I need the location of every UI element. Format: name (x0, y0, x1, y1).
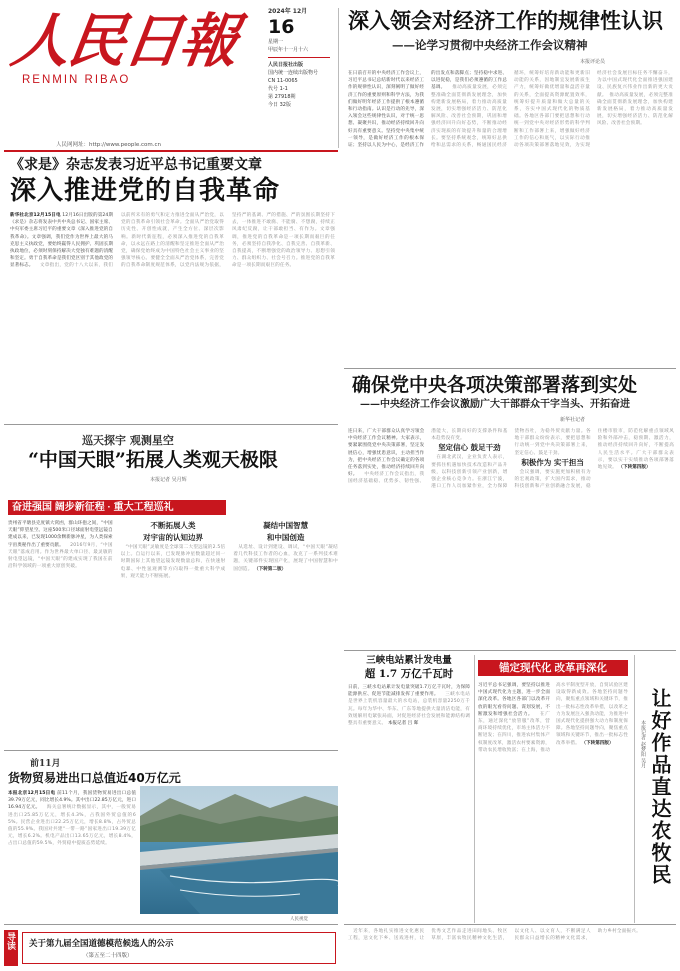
date-month: 2024年 12月 (268, 8, 308, 15)
section-banner-major-projects[interactable]: 奋进强国 阔步新征程 · 重大工程巡礼 (8, 500, 226, 515)
date-day: 16 (268, 16, 295, 38)
guide-item[interactable] (22, 932, 336, 964)
hydro-body: 日前，三峡水电站累计发电量突破1.7万亿千瓦时，为保障能源供应、促进节能减排发挥了重要作用。 (348, 685, 470, 698)
cn-code: CN 11-0065 (268, 78, 298, 84)
hydro-title[interactable]: 三峡电站累计发电量 (366, 655, 452, 666)
qiushi-byline: 新华社北京12月15日电 (10, 213, 61, 218)
rural-subtitle: ——中央经济工作会议激励广大干部群众干字当头、开拓奋进 (360, 399, 630, 410)
tianyan-byline: 本报记者 吴月辉 (150, 477, 187, 483)
tianyan-subhead-2: 凝结中国智慧 和中国创造 (263, 521, 309, 542)
trade-title[interactable]: 货物贸易进出口总值近40万亿元 (8, 771, 181, 785)
trade-byline: 本报北京12月15日电 (8, 791, 56, 796)
lead-body: 在日前召开的中央经济工作会议上，习近平总书记总结新时代以来经济工作的规律性认识，深刻阐明了做好经济工作的重要原则和科学方法，为我们做好明年经济工作提供了根本遵循和行动指南。认识是行动的先导，深入领会这些规律性认识，对于统一思想、凝聚共识，推动经济持续回升向好具有重要意义。坚持党中央集中统一领导，是做好经济工作的根本保证；坚持以人民为中心，是经济工作的出发点和落脚点；坚持稳中求进、以进促稳，是我们必须遵循的工作总基调。 推动高质量发展，必须完整准确全面贯彻新发展理念，加快构建新发展格局，着力推动高质量发展，切实增强经济活力、防范化解风险、改善社会预期，巩固和增强经济回升向好态势，不断推动经济实现质的有效提升和量的合理增长。要坚持系统观念，统筹好总供给和总需求的关系，畅通国民经济循环，统筹好培育新动能和更新旧动能的关系，因地制宜发展新质生产力，统筹好做优增量和盘活存量的关系，全面提高资源配置效率，统筹好提升质量和做大总量的关系，夯实中国式现代化的物质基础。各地区各部门要把思想和行动统一到党中央对经济形势的科学判断和工作部署上来，增强做好经济工作的信心和底气，以实际行动推动各项决策部署落地见效，为实现经济社会发展目标任务不懈奋斗，为以中国式现代化全面推进强国建设、民族复兴伟业作出新的更大贡献。 推动高质量发展，必须完整准确全面贯彻新发展理念，加快构建新发展格局，着力推动高质量发展，切实增强经济活力、防范化解风险、改善社会预期。 (348, 71, 673, 149)
page-count: 今日 32版 (268, 102, 291, 108)
tianyan-title[interactable]: “中国天眼”拓展人类观天极限 (28, 449, 278, 471)
trade-body: 本报北京12月15日电 前11个月，我国货物贸易进出口总值39.79万亿元，同比增长4.9%。其中出口22.85万亿元，进口16.94万亿元。 海关总署统计数据显示，其中，一般贸易进出口25.85万亿元，增长4.3%，占我国外贸总值的65%。民营企业进出口22.25万亿元，增长8.8%，占外贸总值的55.9%。我国对共建“一带一路”国家进出口19.39万亿元，增长6.2%。机电产品出口13.65万亿元，增长8.4%，占出口总值的59.5%，外贸稳中提质态势延续。 (8, 791, 136, 847)
issue-number: 第 27918期 (268, 94, 296, 100)
commentary-title[interactable]: 让好作品直达农牧民 (648, 688, 672, 886)
guide-pages: （第五至二十四版） (83, 953, 133, 959)
website-url[interactable]: 人民网网址：http://www.people.com.cn (56, 142, 161, 148)
hydro-box: 三峡电站累计发电量 超 1.7 万亿千瓦时 日前，三峡水电站累计发电量突破1.7万亿千瓦时，为保障能源供应、促进节能减排发挥了重要作用。 三峡水电站是世界上装机容量最大的水电站，总装机容量2250万千瓦。每年为华中、华东、广东等地提供大量清洁电能，有效缓解用电紧张局面，对促进经济社会发展和能源结构调整具有重要意义。 本报记者 吕 晖 (348, 655, 470, 727)
dam-illustration (140, 786, 338, 914)
hydro-byline: 本报记者 吕 晖 (387, 721, 419, 727)
lunar-date: 甲辰年十一月十六 (268, 47, 309, 53)
guide-label: 导读 (4, 930, 18, 966)
modern-continued[interactable]: （下转第四版） (581, 740, 614, 746)
tianyan-subhead-1: 不断拓展人类 对宇宙的认知边界 (142, 521, 203, 542)
qiushi-title[interactable]: 深入推进党的自我革命 (10, 176, 281, 206)
guide-text: 关于第九届全国道德模范候选人的公示 (29, 939, 174, 949)
cn-number-label: 国内统一连续出版物号 (268, 70, 319, 76)
photo-credit: 人民视觉 (290, 917, 308, 922)
lead-title[interactable]: 深入领会对经济工作的规律性认识 (348, 9, 663, 33)
logo-pinyin: RENMIN RIBAO (22, 74, 131, 86)
logo-chinese: 人民日報 (7, 7, 241, 75)
tianyan-body: 贵州省平塘县克度镇大窝凼，群山环抱之间，“中国天眼”仰望星空。这座500米口径球面射电望远镜自建成以来，已发现1000余颗新脉冲星，为人类探索宇宙奥秘作出了重要贡献。 2016年9月，“中国天眼”落成启用。作为世界最大单口径、最灵敏的射电望远镜，“中国天眼”的建成实现了我国在前沿科学领域的一项重大原创突破。 不断拓展人类 对宇宙的认知边界 “中国天眼”灵敏度是全球第二大望远镜的2.5倍以上。自运行以来，已发现脉冲星数量超过同一时期国际上其他望远镜发现数量总和，在快速射电暴、中性氢观测等方向取得一批重大科学成果，观天能力不断拓展。 凝结中国智慧 和中国创造 从选址、设计到建设、调试，“中国天眼”凝结着几代科技工作者的心血，攻克了一系列技术难题，关键部件实现国产化，展现了中国智慧和中国创造。 （下转第二版） (8, 521, 338, 579)
rural-subhead-2: 积极作为 实干担当 (521, 457, 584, 467)
modern-banner[interactable]: 锚定现代化 改革再深化 (478, 660, 628, 676)
publisher: 人民日报社出版 (268, 62, 304, 68)
qiushi-body: 新华社北京12月15日电 12月16日出版的第24期《求是》杂志将发表中共中央总书记、国家主席、中央军委主席习近平的重要文章《深入推进党的自我革命》。文章强调，我们党作为世界上最大的马克思主义执政党，要始终赢得人民拥护、巩固长期执政地位，必须时刻保持解决大党独有难题的清醒和坚定。勇于自我革命是我们党区别于其他政党的显著标志。 文章指出，党的十八大以来，我们以前所未有的勇气和定力推进全面从严治党，以党的自我革命引领社会革命。全面从严治党取得历史性、开创性成就，产生全方位、深层次影响。新时代新征程，必须深入推进党的自我革命，以永远在路上的清醒和坚定推进全面从严治党，确保党始终成为中国特色社会主义事业的坚强领导核心。要健全全面从严治党体系，完善党的自我革命制度规范体系，以党内法规为依据，坚持严的基调、严的措施、严的氛围长期坚持下去，一体推进不敢腐、不能腐、不想腐，持续正风肃纪反腐，让干部敢担当、有作为。文章强调，推进党的自我革命是一项长期而艰巨的任务，必须坚持自我净化、自我完善、自我革新、自我提高，不断增强党的政治领导力、思想引领力、群众组织力、社会号召力。推进党的自我革命是一项长期而艰巨的任务。 (10, 213, 335, 269)
three-gorges-photo (140, 786, 338, 914)
commentary-byline: 本报记者 赵梦阳 吴月 (640, 720, 646, 769)
rural-continued[interactable]: （下转第四版） (618, 465, 651, 471)
weekday: 星期一 (268, 39, 284, 45)
lead-subtitle: ——论学习贯彻中央经济工作会议精神 (392, 38, 588, 52)
rural-subhead-1: 坚定信心 鼓足干劲 (438, 443, 501, 453)
masthead-logo (8, 6, 258, 90)
tianyan-continued[interactable]: （下转第二版） (253, 566, 287, 572)
tianyan-kicker: 巡天探宇 观测星空 (82, 434, 174, 447)
rural-body: 连日来，广大干部群众认真学习领会中央经济工作会议精神。大家表示，要紧紧围绕党中央决策部署，坚定发展信心，增强忧患意识，主动担当作为，把中央经济工作会议确定的各项任务落到实处，推动经济持续回升向好。 中央经济工作会议指出，我国经济基础稳、优势多、韧性强、潜能大，长期向好的支撑条件和基本趋势没有变。 坚定信心 鼓足干劲 在湖北武汉，企业负责人表示，要抓住机遇加快技术改造和产品升级，以科技创新引领产业创新，增强企业核心竞争力。在浙江宁波，港口工作人员加紧作业，全力保障货物吞吐，为稳外贸贡献力量。各地干部群众纷纷表示，要把思想和行动统一到党中央决策部署上来，坚定信心、鼓足干劲。 积极作为 实干担当 会议强调，要实施更加积极有为的宏观政策，扩大国内需求，推动科技创新和产业创新融合发展，稳住楼市股市，防范化解重点领域风险和外部冲击，稳预期、激活力，推动经济持续回升向好，不断提高人民生活水平。广大干部群众表示，要以实干实绩推动各项部署落地见效。 （下转第四版） (348, 429, 674, 490)
rural-byline: 新华社记者 (560, 417, 586, 423)
lead-byline: 本报评论员 (580, 59, 606, 65)
trade-kicker: 前11月 (30, 759, 61, 769)
qiushi-kicker[interactable]: 《求是》杂志发表习近平总书记重要文章 (10, 157, 262, 173)
rural-title[interactable]: 确保党中央各项决策部署落到实处 (352, 374, 638, 396)
modern-body: 习近平总书记强调，要坚持以推进中国式现代化为主题，进一步全面深化改革。各地区各部门以改革开放的眼光看待问题、谋划发展，不断激发和增强社会活力。 在广东，通过深化“放管服”改革，营商环境持续优化，市场主体活力不断迸发；在四川，推进农村集体产权制度改革，激活农村要素资源，带动农民增收致富；在上海，推动高水平制度型开放，自贸试验区建设取得新成效。各地坚持问题导向，聚焦重点领域和关键环节，推出一批标志性改革举措，以改革之力为发展注入强劲动能，为推进中国式现代化提供强大动力和制度保障。各地坚持问题导向，聚焦重点领域和关键环节，推出一批标志性改革举措。 （下转第四版） (478, 683, 628, 753)
issue-code: 代号 1-1 (268, 86, 288, 92)
date-info-box (268, 8, 330, 109)
hydro-title-2[interactable]: 超 1.7 万亿千瓦时 (364, 668, 454, 680)
bottom-right-body: 近年来，各地扎实推进文化惠民工程，送文化下乡、送戏进村，让优秀文艺作品走进田间地头、牧区草原，丰富农牧民精神文化生活，以文化人、以文育人，不断满足人民群众日益增长的精神文化需求，助力乡村全面振兴。 (348, 929, 641, 942)
